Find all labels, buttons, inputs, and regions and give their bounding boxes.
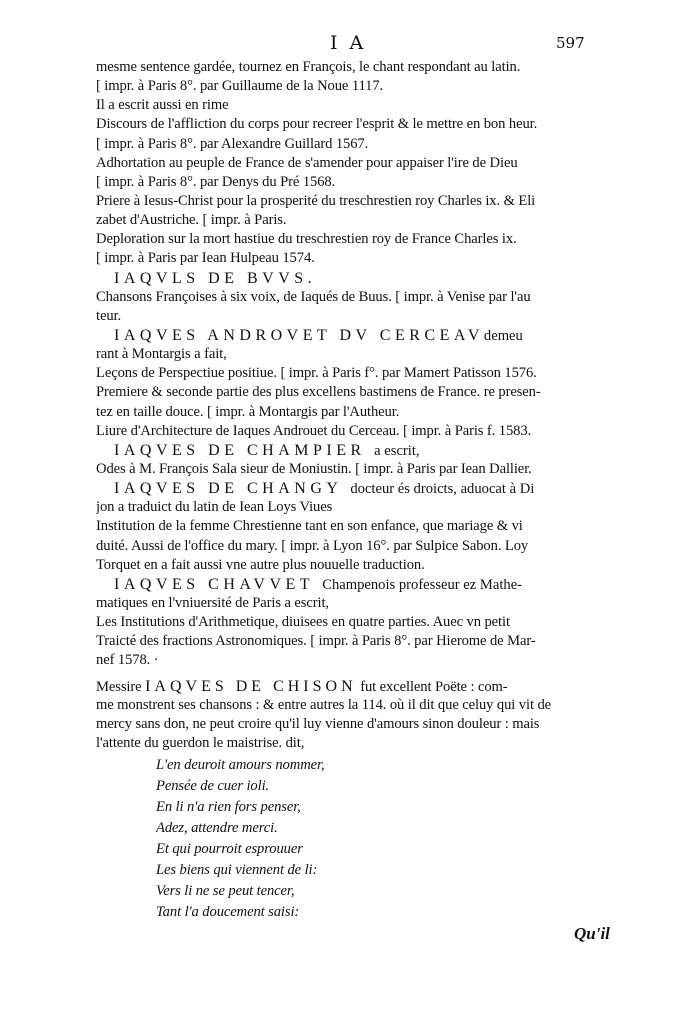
author-heading xyxy=(96,575,688,594)
text-line: jon a traduict du latin de Iean Loys Viues xyxy=(96,499,333,516)
heading-continuation: fut excellent Poëte : com- xyxy=(360,678,508,695)
text-line: Odes à M. François Sala sieur de Moniustin. [ impr. à Paris par Iean Dallier. xyxy=(96,460,532,477)
heading-continuation: demeu xyxy=(483,327,523,344)
text-line: Discours de l'affliction du corps pour recreer l'esprit & le mettre en bon heur. xyxy=(96,116,538,133)
author-heading xyxy=(96,677,688,696)
text-line: Traicté des fractions Astronomiques. [ impr. à Paris 8°. par Hierome de Mar- xyxy=(96,633,536,650)
author-name: IAQVES DE CHANGY xyxy=(114,480,342,498)
running-head: I A xyxy=(330,32,367,54)
verse-block xyxy=(96,755,688,923)
author-heading xyxy=(96,441,688,460)
text-line: Leçons de Perspectiue positiue. [ impr. à Paris f°. par Mamert Patisson 1576. xyxy=(96,365,537,382)
author-heading xyxy=(96,326,688,345)
text-line: matiques en l'vniuersité de Paris a escrit, xyxy=(96,594,329,611)
author-name: IAQVES ANDROVET DV CERCEAV xyxy=(114,326,484,344)
verse-line: Et qui pourroit esprouuer xyxy=(156,841,303,858)
author-name: IAQVES DE CHISON xyxy=(145,677,357,695)
text-line: zabet d'Austriche. [ impr. à Paris. xyxy=(96,212,287,229)
text-line: duité. Aussi de l'office du mary. [ impr. à Lyon 16°. par Sulpice Sabon. Loy xyxy=(96,537,529,554)
text-line: nef 1578. · xyxy=(96,652,159,669)
text-line: me monstrent ses chansons : & entre autres la 114. où il dit que celuy qui vit de xyxy=(96,696,552,713)
author-heading xyxy=(96,479,688,498)
text-line: l'attente du guerdon le maistrise. dit, xyxy=(96,734,305,751)
text-line: [ impr. à Paris 8°. par Guillaume de la Noue 1117. xyxy=(96,78,384,95)
verse-line: L'en deuroit amours nommer, xyxy=(156,757,325,774)
text-line: rant à Montargis a fait, xyxy=(96,346,227,363)
text-line: Liure d'Architecture de Iaques Androuet du Cerceau. [ impr. à Paris f. 1583. xyxy=(96,422,532,439)
verse-line: En li n'a rien fors penser, xyxy=(156,799,301,816)
text-line: Torquet en a fait aussi vne autre plus nouuelle traduction. xyxy=(96,556,425,573)
text-line: mesme sentence gardée, tournez en François, le chant respondant au latin. xyxy=(96,59,521,75)
text-line: Institution de la femme Chrestienne tant en son enfance, que mariage & vi xyxy=(96,518,523,535)
text-line: teur. xyxy=(96,307,122,324)
heading-continuation: a escrit, xyxy=(374,442,420,459)
text-line: mercy sans don, ne peut croire qu'il luy vienne d'amours sinon douleur : mais xyxy=(96,715,540,732)
text-line: [ impr. à Paris 8°. par Alexandre Guillard 1567. xyxy=(96,135,369,152)
text-line: Premiere & seconde partie des plus excellens bastimens de France. re presen- xyxy=(96,384,541,401)
text-line: Priere à Iesus-Christ pour la prosperité du treschrestien roy Charles ix. & Eli xyxy=(96,192,536,209)
catchword: Qu'il xyxy=(574,924,610,943)
verse-line: Vers li ne se peut tencer, xyxy=(156,883,295,900)
text-line: [ impr. à Paris par Iean Hulpeau 1574. xyxy=(96,250,315,267)
heading-prefix: Messire xyxy=(96,678,142,695)
text-line: Il a escrit aussi en rime xyxy=(96,97,229,114)
verse-line: Tant l'a doucement saisi: xyxy=(156,904,300,921)
page-body xyxy=(96,58,688,923)
text-line: Deploration sur la mort hastiue du treschrestien roy de France Charles ix. xyxy=(96,231,517,248)
heading-continuation: Champenois professeur ez Mathe- xyxy=(322,576,523,593)
page-number: 597 xyxy=(556,34,585,52)
author-name: IAQVES DE CHAMPIER xyxy=(114,441,366,459)
verse-line: Adez, attendre merci. xyxy=(156,820,278,837)
author-name: IAQVES CHAVVET xyxy=(114,575,314,593)
text-line: tez en taille douce. [ impr. à Montargis par l'Autheur. xyxy=(96,403,400,420)
text-line: [ impr. à Paris 8°. par Denys du Pré 1568. xyxy=(96,173,336,190)
author-heading xyxy=(96,269,688,288)
author-name: IAQVLS DE BVVS. xyxy=(114,269,317,287)
heading-continuation: docteur és droicts, aduocat à Di xyxy=(350,481,535,498)
text-line: Chansons Françoises à six voix, de Iaqués de Buus. [ impr. à Venise par l'au xyxy=(96,288,531,305)
verse-line: Les biens qui viennent de li: xyxy=(156,862,318,879)
text-line: Adhortation au peuple de France de s'amender pour appaiser l'ire de Dieu xyxy=(96,154,518,171)
page-header xyxy=(0,32,696,56)
verse-line: Pensée de cuer ioli. xyxy=(156,778,270,795)
text-line: Les Institutions d'Arithmetique, diuisees en quatre parties. Auec vn petit xyxy=(96,614,510,631)
